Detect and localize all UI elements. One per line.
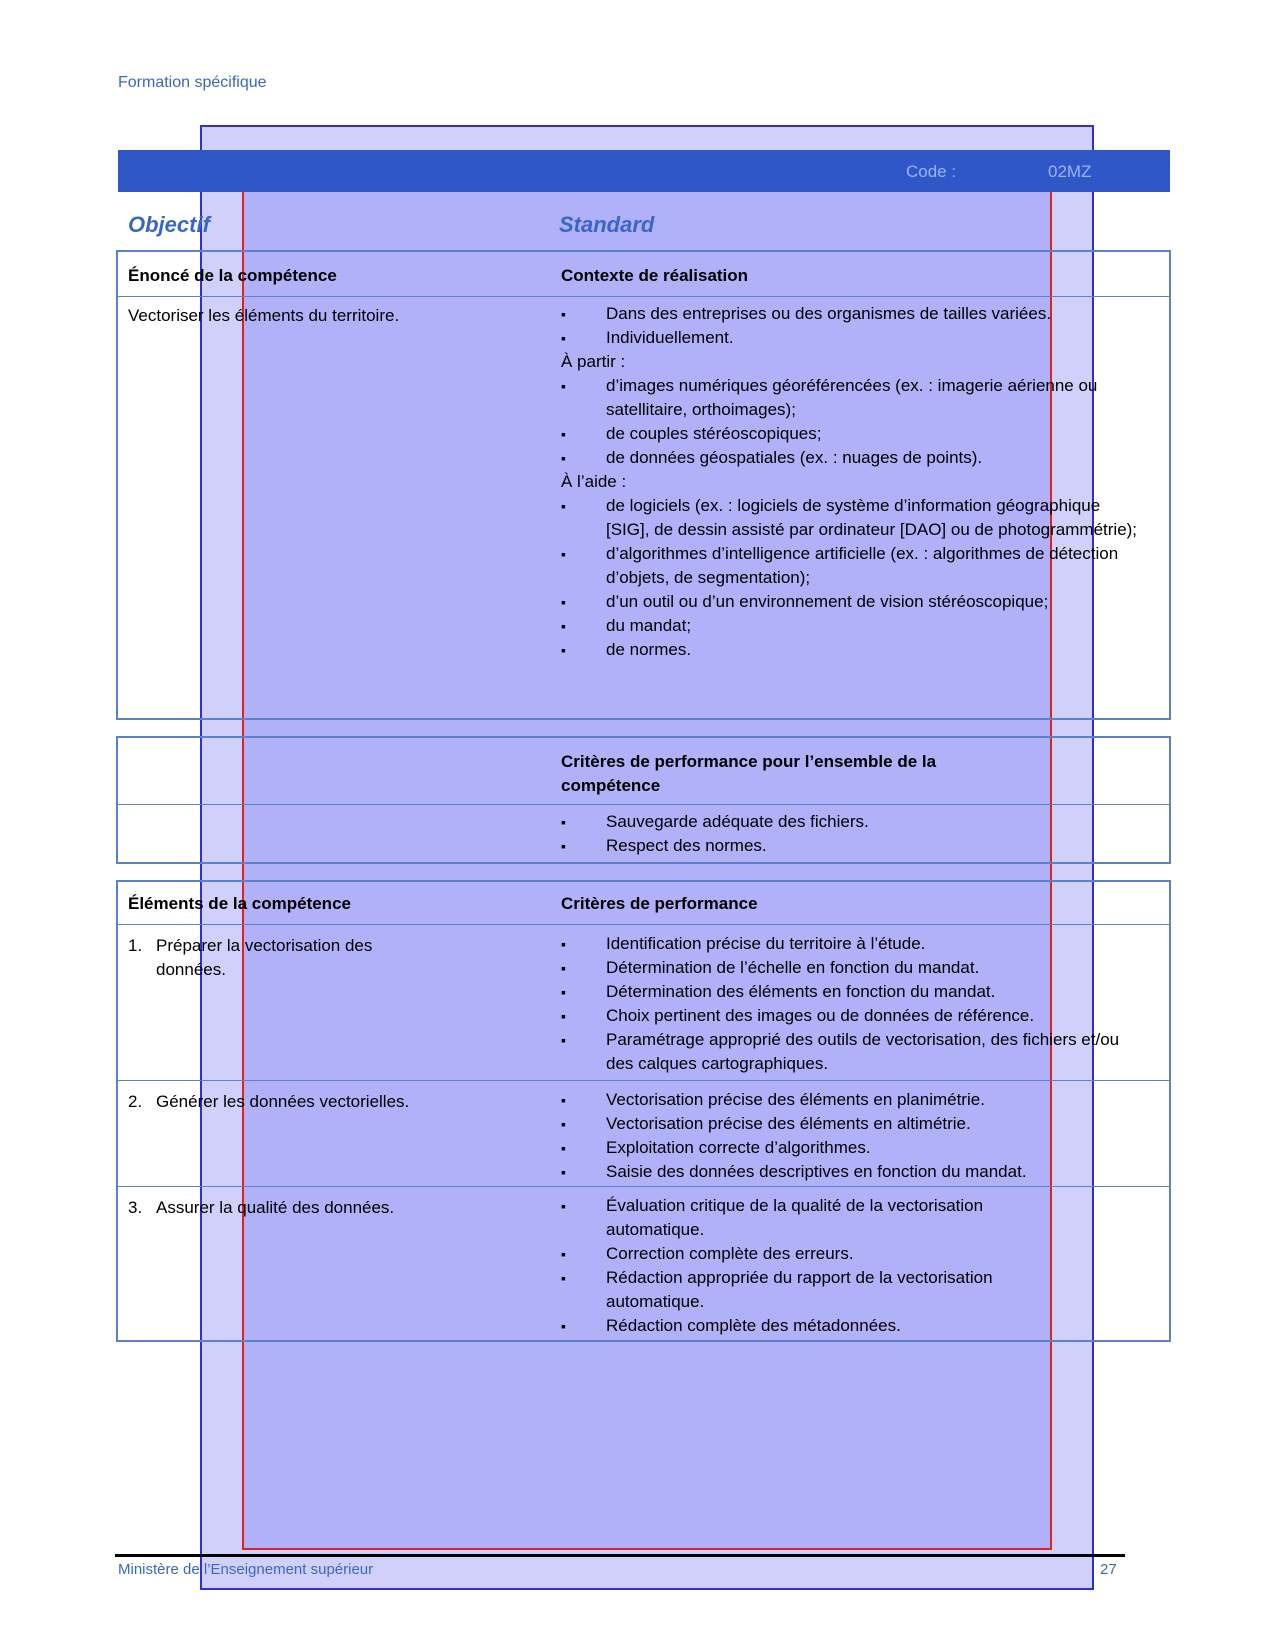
element-2-text: Générer les données vectorielles. — [156, 1092, 410, 1111]
element-1-text: Préparer la vectorisation des données. — [156, 936, 373, 979]
performance-criterion: ▪ Correction complète des erreurs. — [561, 1242, 1081, 1266]
context-bullet: ▪ d’algorithmes d’intelligence artificielle (ex. : algorithmes de détection d’objets, de segmentation); — [561, 542, 1141, 590]
context-list — [561, 302, 1141, 662]
element-1-criteria — [561, 932, 1141, 1076]
performance-criterion: ▪ Vectorisation précise des éléments en altimétrie. — [561, 1112, 1141, 1136]
context-bullet: ▪ Individuellement. — [561, 326, 1141, 350]
performance-criterion: ▪ Exploitation correcte d’algorithmes. — [561, 1136, 1141, 1160]
element-1-number: 1. — [128, 936, 143, 955]
table1-col1-header: Énoncé de la compétence — [128, 266, 337, 285]
footer-page-number: 27 — [1100, 1561, 1117, 1578]
performance-criterion: ▪ Paramétrage approprié des outils de vectorisation, des fichiers et/ou des calques cartographiques. — [561, 1028, 1141, 1076]
context-bullet: ▪ d’images numériques géoréférencées (ex. : imagerie aérienne ou satellitaire, orthoimages); — [561, 374, 1141, 422]
page-header-title: Formation spécifique — [118, 74, 267, 91]
overall-criteria-list — [561, 810, 1141, 858]
performance-criterion: ▪ Rédaction appropriée du rapport de la vectorisation automatique. — [561, 1266, 1081, 1314]
table1-col2-header: Contexte de réalisation — [561, 266, 749, 285]
performance-criterion: ▪ Rédaction complète des métadonnées. — [561, 1314, 1081, 1338]
performance-criterion: ▪ Choix pertinent des images ou de données de référence. — [561, 1004, 1141, 1028]
context-bullet: ▪ de logiciels (ex. : logiciels de système d’information géographique [SIG], de dessin assisté par ordinateur [DAO] ou de photogrammétrie); — [561, 494, 1141, 542]
table3-row-divider-1 — [118, 1080, 1169, 1081]
table3-header-divider — [118, 924, 1169, 925]
element-2-criteria — [561, 1088, 1141, 1184]
footer-ministry: Ministère de l’Enseignement supérieur — [118, 1561, 374, 1578]
overall-criterion: ▪ Respect des normes. — [561, 834, 1141, 858]
code-value: 02MZ — [1048, 162, 1092, 181]
context-bullet: ▪ d’un outil ou d’un environnement de vision stéréoscopique; — [561, 590, 1141, 614]
footer-rule — [115, 1554, 1125, 1557]
performance-criterion: ▪ Détermination des éléments en fonction du mandat. — [561, 980, 1141, 1004]
table3-row-divider-2 — [118, 1186, 1169, 1187]
code-bar — [118, 150, 1170, 192]
context-subheading: À partir : — [561, 352, 626, 371]
context-subheading: À l’aide : — [561, 472, 627, 491]
performance-criterion: ▪ Identification précise du territoire à l’étude. — [561, 932, 1141, 956]
performance-criterion: ▪ Évaluation critique de la qualité de la vectorisation automatique. — [561, 1194, 1081, 1242]
context-bullet: ▪ de normes. — [561, 638, 1141, 662]
section-standard: Standard — [559, 212, 655, 237]
element-3-number: 3. — [128, 1198, 143, 1217]
section-objective: Objectif — [128, 212, 210, 237]
table1-header-divider — [118, 296, 1169, 297]
element-3-text: Assurer la qualité des données. — [156, 1198, 395, 1217]
context-bullet: ▪ Dans des entreprises ou des organismes de tailles variées. — [561, 302, 1141, 326]
element-2-number: 2. — [128, 1092, 143, 1111]
context-bullet: ▪ du mandat; — [561, 614, 1141, 638]
element-3-criteria — [561, 1194, 1081, 1338]
performance-criterion: ▪ Saisie des données descriptives en fonction du mandat. — [561, 1160, 1141, 1184]
performance-criterion: ▪ Vectorisation précise des éléments en planimétrie. — [561, 1088, 1141, 1112]
overall-criterion: ▪ Sauvegarde adéquate des fichiers. — [561, 810, 1141, 834]
context-bullet: ▪ de données géospatiales (ex. : nuages de points). — [561, 446, 1141, 470]
code-label: Code : — [906, 162, 957, 181]
competence-statement: Vectoriser les éléments du territoire. — [128, 306, 400, 325]
table3-col2-header: Critères de performance — [561, 894, 758, 913]
table2-header-divider — [118, 804, 1169, 805]
table3-col1-header: Éléments de la compétence — [128, 894, 351, 913]
context-bullet: ▪ de couples stéréoscopiques; — [561, 422, 1141, 446]
performance-criterion: ▪ Détermination de l’échelle en fonction du mandat. — [561, 956, 1141, 980]
table2-header: Critères de performance pour l’ensemble de la compétence — [561, 752, 937, 795]
